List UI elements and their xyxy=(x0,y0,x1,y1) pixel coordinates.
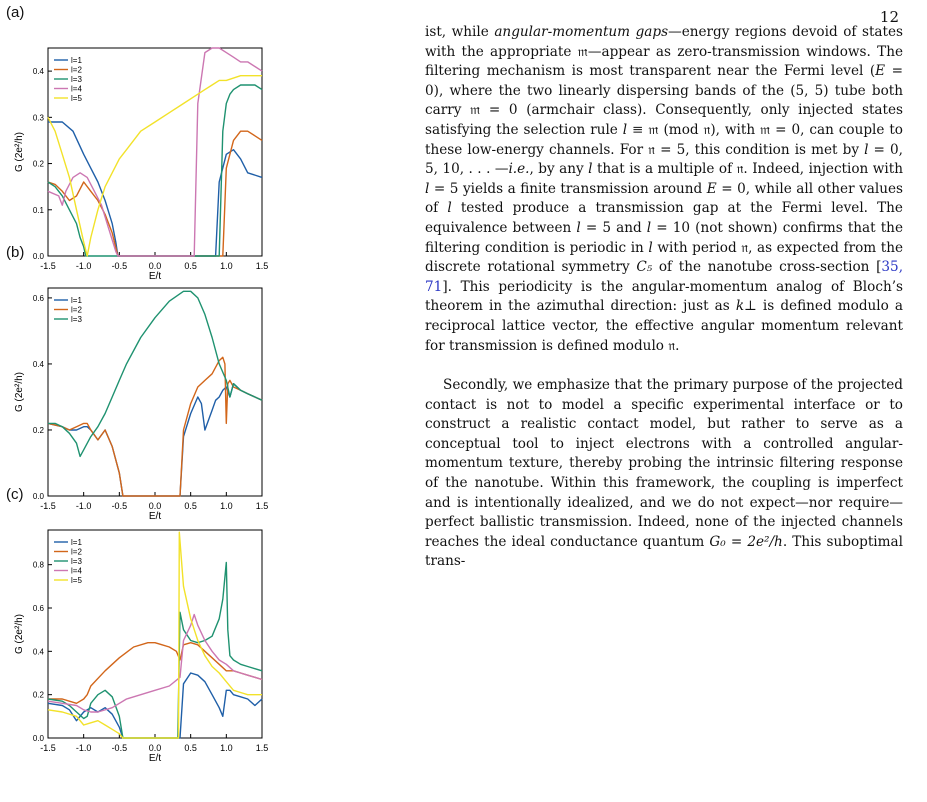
legend-label: l=5 xyxy=(71,94,82,103)
citation-link[interactable]: 35, 71 xyxy=(425,259,904,295)
y-tick-label: 0.3 xyxy=(32,113,44,123)
text-run: , by any xyxy=(529,161,589,178)
text-run: i.e. xyxy=(508,161,530,178)
y-tick-label: 0.2 xyxy=(32,425,44,435)
text-run: . This suboptimal trans- xyxy=(425,533,903,570)
text-run: l xyxy=(864,141,869,158)
text-run: with period 𝔫, as expected from the discrete rotational symmetry xyxy=(425,239,903,276)
x-tick-label: 0.0 xyxy=(148,501,162,511)
x-tick-label: 0.5 xyxy=(184,261,197,271)
text-run: angular-momentum gaps xyxy=(494,24,669,40)
x-axis-label: E/t xyxy=(148,511,162,522)
x-tick-label: -1.0 xyxy=(75,501,92,511)
y-tick-label: 0.2 xyxy=(32,159,44,169)
x-tick-label: 1.5 xyxy=(255,743,269,753)
x-tick-label: -1.0 xyxy=(75,743,92,753)
text-run: l xyxy=(646,219,652,236)
x-tick-label: 1.0 xyxy=(220,743,233,753)
series-line-l=3 xyxy=(48,563,262,739)
text-run: = 0), where the two linearly dispersing bands of the (5, 5) tube both carry 𝔪 = 0 (armchair class). Consequently, only injected states satisfying the selection rule xyxy=(425,63,903,138)
paragraph-2 xyxy=(425,376,903,572)
y-tick-label: 0.0 xyxy=(32,734,44,743)
text-run: = 0, while all other values of xyxy=(425,180,903,217)
y-tick-label: 0.8 xyxy=(32,560,44,570)
x-tick-label: 0.0 xyxy=(148,261,162,271)
x-tick-label: -0.5 xyxy=(111,261,128,271)
y-axis-label: G (2e²/h) xyxy=(14,371,25,413)
series-line-l=2 xyxy=(48,357,262,496)
body-text xyxy=(425,23,903,572)
text-run: l xyxy=(588,161,593,178)
text-run: l xyxy=(622,121,628,138)
series-line-l=1 xyxy=(48,673,262,738)
text-run: ]. This periodicity is the angular-momentum analog of Bloch’s theorem in the azimuthal direction: just as xyxy=(425,278,903,315)
legend-label: l=1 xyxy=(71,538,82,547)
text-run: E xyxy=(875,63,886,80)
text-run: l xyxy=(425,180,430,197)
text-run: = 5 yields a finite transmission around xyxy=(429,180,707,197)
paragraph-1 xyxy=(425,23,903,356)
text-run: G₀ = 2e²/h xyxy=(709,533,783,550)
y-tick-label: 0.6 xyxy=(32,293,44,303)
series-line-l=4 xyxy=(48,615,262,713)
y-tick-label: 0.0 xyxy=(32,252,44,261)
y-tick-label: 0.4 xyxy=(32,67,44,77)
legend-label: l=1 xyxy=(71,296,82,305)
y-tick-label: 0.4 xyxy=(32,647,44,657)
chart-panel-a xyxy=(0,40,300,280)
y-tick-label: 0.1 xyxy=(32,205,44,215)
legend-label: l=4 xyxy=(71,566,82,576)
chart-panel-c xyxy=(0,522,300,762)
text-run: k⊥ xyxy=(735,298,757,315)
page-number: 12 xyxy=(879,8,899,26)
text-run: = 0, 5, 10, . . . — xyxy=(425,141,903,178)
series-line-l=3 xyxy=(48,85,262,256)
text-run: = 10 (not shown) confirms that the filtering condition is periodic in xyxy=(425,219,903,256)
x-tick-label: 1.5 xyxy=(255,261,269,271)
legend-label: l=1 xyxy=(71,56,82,65)
y-axis-label: G (2e²/h) xyxy=(14,131,25,173)
text-run: l xyxy=(576,219,581,236)
text-run: is defined modulo a reciprocal lattice vector, the effective angular momentum relevant for transmission is defined modulo 𝔫. xyxy=(425,298,903,354)
text-run: ist, while xyxy=(425,24,495,40)
x-tick-label: -0.5 xyxy=(111,501,128,511)
legend-label: l=2 xyxy=(71,547,82,557)
x-tick-label: 1.0 xyxy=(220,501,233,511)
x-axis-label: E/t xyxy=(148,271,162,282)
y-axis-label: G (2e²/h) xyxy=(14,613,25,655)
x-tick-label: -1.0 xyxy=(75,261,92,271)
text-run: of the nanotube cross-section [ xyxy=(652,259,882,276)
y-tick-label: 0.0 xyxy=(32,492,44,501)
legend-label: l=5 xyxy=(71,576,82,585)
y-tick-label: 0.6 xyxy=(32,604,44,613)
x-tick-label: 0.5 xyxy=(184,501,197,511)
x-tick-label: -1.5 xyxy=(40,501,56,511)
legend-label: l=4 xyxy=(71,84,82,94)
text-run: that is a multiple of 𝔫. Indeed, injection with xyxy=(592,161,903,178)
legend-label: l=2 xyxy=(71,65,82,75)
x-tick-label: 1.5 xyxy=(255,501,269,511)
text-run: l xyxy=(648,239,653,256)
text-run: C₅ xyxy=(636,259,653,276)
x-tick-label: -1.5 xyxy=(40,261,56,271)
text-run: E xyxy=(706,180,717,197)
panel-label-b: (b) xyxy=(6,244,25,261)
chart-panel-b xyxy=(0,280,300,520)
text-run: Secondly, we emphasize that the primary purpose of the projected contact is not to model a specific experimental interface or to construct a realistic contact model, but rather to serve as a conceptual tool to inject electrons with a controlled angular-momentum texture, thereby probing the intrinsic filtering response of the nanotube. Within this framework, the coupling is imperfect and is intentionally idealized, and we do not expect—nor require—perfect ballistic transmission. Indeed, none of the injected channels reaches the ideal conductance quantum xyxy=(425,377,903,550)
series-line-l=1 xyxy=(48,384,262,496)
legend-label: l=3 xyxy=(71,557,82,566)
x-tick-label: 0.5 xyxy=(184,743,197,753)
text-run: —energy regions devoid of states with the appropriate 𝔪—appear as zero-transmission windows. The filtering mechanism is most transparent near the Fermi level ( xyxy=(425,24,903,80)
panel-label-c: (c) xyxy=(6,486,24,503)
x-tick-label: -1.5 xyxy=(40,743,56,753)
legend-label: l=2 xyxy=(71,305,82,315)
y-tick-label: 0.2 xyxy=(32,690,44,700)
x-tick-label: 1.0 xyxy=(220,261,233,271)
text-run: l xyxy=(447,200,452,217)
legend-label: l=3 xyxy=(71,315,82,324)
x-axis-label: E/t xyxy=(148,753,162,764)
x-tick-label: 0.0 xyxy=(148,743,162,753)
text-run: tested produce a transmission gap at the Fermi level. The equivalence between xyxy=(425,200,903,236)
text-run: = 5 and xyxy=(580,219,647,236)
y-tick-label: 0.4 xyxy=(32,359,44,369)
panel-label-a: (a) xyxy=(6,4,25,21)
text-run: ≡ 𝔪 (mod 𝔫), with 𝔪 = 0, can couple to these low-energy channels. For 𝔫 = 5, this condition is met by xyxy=(425,121,903,158)
legend-label: l=3 xyxy=(71,75,82,84)
x-tick-label: -0.5 xyxy=(111,743,128,753)
